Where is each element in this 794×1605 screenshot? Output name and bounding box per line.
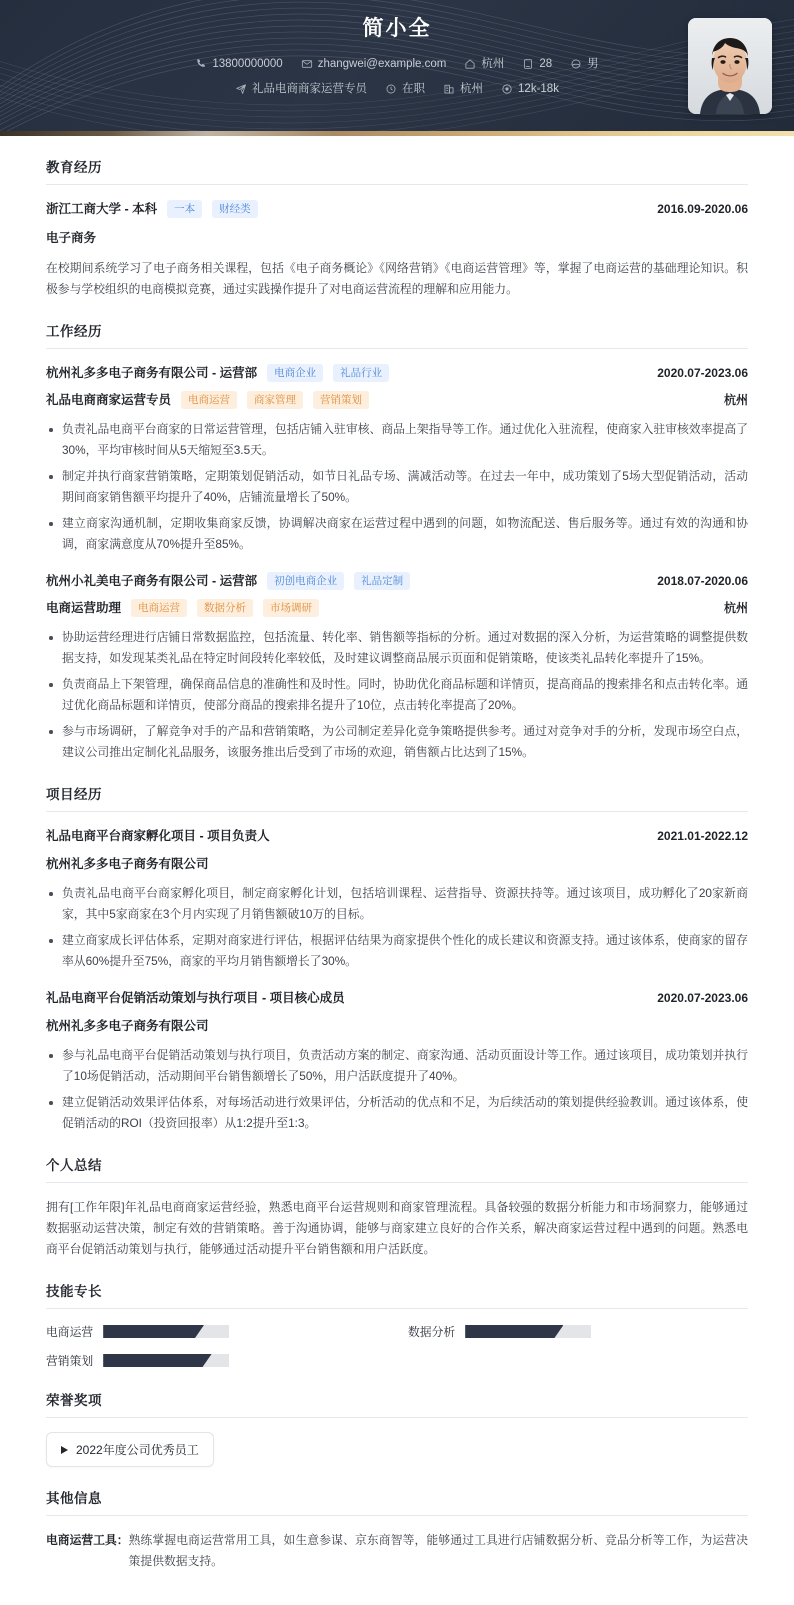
expected-salary — [501, 78, 559, 100]
job-target — [235, 78, 367, 100]
paper-plane-icon — [235, 83, 247, 95]
other-info-text: 熟练掌握电商运营常用工具，如生意参谋、京东商智等，能够通过工具进行店铺数据分析、竞品分析等工作，为运营决策提供数据支持。 — [128, 1533, 748, 1568]
skill-row — [408, 1323, 748, 1340]
list-item: 协助运营经理进行店铺日常数据监控，包括流量、转化率、销售额等指标的分析。通过对数据的深入分析，为运营策略的调整提供数据支持，如发现某类礼品在特定时间段转化率较低，及时建议调整商品展示页面和促销策略，使该类礼品转化率提升了15%。 — [46, 627, 748, 669]
list-item: 负责礼品电商平台商家孵化项目，制定商家孵化计划，包括培训课程、运营指导、资源扶持等。通过该项目，成功孵化了20家新商家，其中5家商家在3个月内实现了月销售额破10万的目标。 — [46, 883, 748, 925]
work-role-tag: 商家管理 — [247, 391, 303, 409]
section-title-projects: 项目经历 — [46, 783, 748, 812]
salary-icon — [501, 83, 513, 95]
award-label: 2022年度公司优秀员工 — [76, 1443, 199, 1457]
contact-gender-text: 男 — [587, 58, 599, 70]
job-status — [385, 78, 425, 100]
education-header-row — [46, 199, 748, 219]
list-item: 建立促销活动效果评估体系，对每场活动进行效果评估，分析活动的优点和不足，为后续活动的策划提供经验教训。通过该体系，使促销活动的ROI（投资回报率）从1:2提升至1:3。 — [46, 1092, 748, 1134]
work-company: 杭州小礼美电子商务有限公司 - 运营部 — [46, 574, 258, 588]
contact-row-primary — [0, 53, 794, 75]
work-role-row — [46, 598, 748, 618]
work-location: 杭州 — [723, 393, 748, 407]
list-item: 负责商品上下架管理，确保商品信息的准确性和及时性。同时，协助优化商品标题和详情页，提高商品的搜索排名和点击转化率。通过优化商品标题和详情页，使部分商品的搜索排名提升了10位，点击转化率提高了20%。 — [46, 674, 748, 716]
job-city — [443, 78, 483, 100]
education-tag: 一本 — [167, 200, 202, 218]
work-role-row — [46, 390, 748, 410]
section-other — [46, 1467, 748, 1572]
other-info-item — [46, 1530, 748, 1572]
contact-age — [522, 53, 552, 75]
skill-progress-fill — [103, 1354, 211, 1367]
list-item: 制定并执行商家营销策略，定期策划促销活动，如节日礼品专场、满减活动等。在过去一年中，成功策划了5场大型促销活动，活动期间商家销售额平均提升了40%，店铺流量增长了50%。 — [46, 466, 748, 508]
skill-row — [46, 1323, 386, 1340]
skill-progress-fill — [103, 1325, 204, 1338]
section-title-education: 教育经历 — [46, 156, 748, 185]
job-status-text: 在职 — [402, 83, 426, 95]
skill-progress-fill — [465, 1325, 563, 1338]
contact-phone-text: 13800000000 — [212, 58, 283, 70]
education-school: 浙江工商大学 - 本科 — [46, 202, 158, 216]
triangle-right-icon — [61, 1446, 68, 1454]
gender-icon — [570, 58, 582, 70]
resume-body — [0, 136, 794, 1588]
home-icon — [464, 58, 476, 70]
education-date: 2016.09-2020.06 — [657, 202, 748, 216]
section-projects — [46, 763, 748, 1134]
job-city-text: 杭州 — [460, 83, 484, 95]
contact-email — [301, 53, 447, 75]
expected-salary-text: 12k-18k — [518, 83, 559, 95]
work-company: 杭州礼多多电子商务有限公司 - 运营部 — [46, 366, 258, 380]
work-company-row — [46, 571, 748, 591]
work-date: 2020.07-2023.06 — [657, 366, 748, 380]
contact-city-text: 杭州 — [481, 58, 505, 70]
work-bullets — [46, 419, 748, 555]
other-info-label: 电商运营工具： — [46, 1533, 129, 1547]
phone-icon — [195, 58, 207, 70]
project-entry — [46, 988, 748, 1134]
project-bullets — [46, 1045, 748, 1134]
section-title-summary: 个人总结 — [46, 1154, 748, 1183]
project-name: 礼品电商平台促销活动策划与执行项目 - 项目核心成员 — [46, 991, 345, 1005]
list-item: 建立商家沟通机制，定期收集商家反馈，协调解决商家在运营过程中遇到的问题，如物流配送、售后服务等。通过有效的沟通和协调，商家满意度从70%提升至85%。 — [46, 513, 748, 555]
work-role-tag: 市场调研 — [263, 599, 319, 617]
skill-row — [46, 1352, 386, 1369]
job-target-text: 礼品电商商家运营专员 — [252, 83, 368, 95]
contact-age-text: 28 — [539, 58, 553, 70]
skill-name: 电商运营 — [46, 1325, 94, 1339]
section-title-awards: 荣誉奖项 — [46, 1389, 748, 1418]
building-icon — [443, 83, 455, 95]
contact-email-text: zhangwei@example.com — [317, 58, 447, 70]
skill-progress-track — [103, 1325, 229, 1338]
page-bottom-spacer — [46, 1572, 748, 1588]
list-item: 负责礼品电商平台商家的日常运营管理，包括店铺入驻审核、商品上架指导等工作。通过优化入驻流程，使商家入驻审核效率提高了30%，平均审核时间从5天缩短至3.5天。 — [46, 419, 748, 461]
contact-phone — [195, 53, 282, 75]
id-card-icon — [522, 58, 534, 70]
skill-name: 数据分析 — [408, 1325, 456, 1339]
education-entry — [46, 199, 748, 300]
project-header-row — [46, 988, 748, 1008]
section-title-other: 其他信息 — [46, 1487, 748, 1516]
work-bullets — [46, 627, 748, 763]
work-entry — [46, 363, 748, 555]
work-role-tag: 电商运营 — [131, 599, 187, 617]
work-role: 电商运营助理 — [46, 601, 122, 615]
work-date: 2018.07-2020.06 — [657, 574, 748, 588]
work-role-tag: 营销策划 — [313, 391, 369, 409]
candidate-name: 简小全 — [362, 17, 432, 40]
skills-grid — [46, 1323, 748, 1369]
project-date: 2021.01-2022.12 — [657, 829, 748, 843]
contact-city — [464, 53, 504, 75]
skill-name: 营销策划 — [46, 1354, 94, 1368]
education-major: 电子商务 — [46, 231, 97, 245]
award-item[interactable] — [46, 1432, 214, 1467]
section-work — [46, 300, 748, 763]
list-item: 参与市场调研，了解竞争对手的产品和营销策略，为公司制定差异化竞争策略提供参考。通过对竞争对手的分析，发现市场空白点，建议公司推出定制化礼品服务，该服务推出后受到了市场的欢迎，销售额占比达到了15%。 — [46, 721, 748, 763]
work-company-row — [46, 363, 748, 383]
avatar-photo — [688, 18, 772, 114]
work-company-tag: 电商企业 — [267, 364, 323, 382]
section-summary — [46, 1134, 748, 1260]
project-name: 礼品电商平台商家孵化项目 - 项目负责人 — [46, 829, 270, 843]
project-entry — [46, 826, 748, 972]
mail-icon — [301, 58, 313, 70]
avatar — [688, 18, 772, 114]
awards-list — [46, 1432, 748, 1467]
list-item: 建立商家成长评估体系，定期对商家进行评估，根据评估结果为商家提供个性化的成长建议和资源支持。通过该体系，使商家的留存率从60%提升至75%，商家的平均月销售额增长了30%。 — [46, 930, 748, 972]
section-title-work: 工作经历 — [46, 320, 748, 349]
project-company: 杭州礼多多电子商务有限公司 — [46, 1019, 209, 1033]
section-title-skills: 技能专长 — [46, 1280, 748, 1309]
project-company: 杭州礼多多电子商务有限公司 — [46, 857, 209, 871]
work-role: 礼品电商商家运营专员 — [46, 393, 172, 407]
section-skills — [46, 1260, 748, 1369]
summary-text: 拥有[工作年限]年礼品电商商家运营经验，熟悉电商平台运营规则和商家管理流程。具备较强的数据分析能力和市场洞察力，能够通过数据驱动运营决策，制定有效的营销策略。善于沟通协调，能够与商家建立良好的合作关系，解决商家运营过程中遇到的问题。熟悉电商平台促销活动策划与执行，能够通过活动提升平台销售额和用户活跃度。 — [46, 1200, 748, 1256]
status-icon — [385, 83, 397, 95]
work-role-tag: 电商运营 — [181, 391, 237, 409]
education-tag: 财经类 — [212, 200, 258, 218]
resume-header — [0, 0, 794, 131]
skill-progress-track — [103, 1354, 229, 1367]
section-awards — [46, 1369, 748, 1467]
project-bullets — [46, 883, 748, 972]
contact-gender — [570, 53, 599, 75]
work-company-tag: 礼品定制 — [354, 572, 410, 590]
section-education — [46, 136, 748, 300]
project-date: 2020.07-2023.06 — [657, 991, 748, 1005]
work-location: 杭州 — [723, 601, 748, 615]
work-company-tag: 礼品行业 — [333, 364, 389, 382]
work-company-tag: 初创电商企业 — [267, 572, 344, 590]
education-description: 在校期间系统学习了电子商务相关课程，包括《电子商务概论》《网络营销》《电商运营管理》等，掌握了电商运营的基础理论知识。积极参与学校组织的电商模拟竞赛，通过实践操作提升了对电商运营流程的理解和应用能力。 — [46, 261, 748, 296]
skill-progress-track — [465, 1325, 591, 1338]
work-role-tag: 数据分析 — [197, 599, 253, 617]
project-header-row — [46, 826, 748, 846]
work-entry — [46, 571, 748, 763]
list-item: 参与礼品电商平台促销活动策划与执行项目，负责活动方案的制定、商家沟通、活动页面设计等工作。通过该项目，成功策划并执行了10场促销活动，活动期间平台销售额增长了50%，用户活跃度提升了40%。 — [46, 1045, 748, 1087]
contact-row-secondary — [0, 78, 794, 100]
